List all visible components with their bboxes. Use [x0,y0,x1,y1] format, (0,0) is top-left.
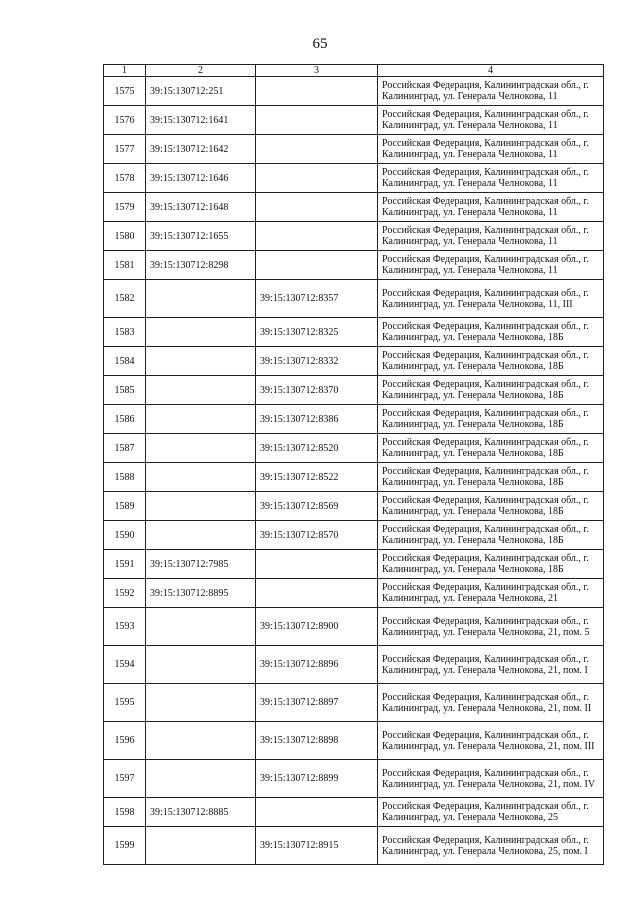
cadastral-number-cell [146,405,256,434]
address-cell: Российская Федерация, Калининградская обл., г. Калининград, ул. Генерала Челнокова, 18Б [378,347,604,376]
related-cadastral-number-cell [256,193,378,222]
column-header: 2 [146,65,256,77]
address-cell: Российская Федерация, Калининградская обл., г. Калининград, ул. Генерала Челнокова, 18Б [378,405,604,434]
column-header: 4 [378,65,604,77]
row-number-cell: 1590 [104,521,146,550]
row-number-cell: 1583 [104,318,146,347]
cadastral-number-cell [146,608,256,646]
cadastral-number-cell: 39:15:130712:7985 [146,550,256,579]
related-cadastral-number-cell: 39:15:130712:8899 [256,760,378,798]
related-cadastral-number-cell: 39:15:130712:8332 [256,347,378,376]
related-cadastral-number-cell [256,550,378,579]
related-cadastral-number-cell: 39:15:130712:8896 [256,646,378,684]
related-cadastral-number-cell [256,106,378,135]
row-number-cell: 1586 [104,405,146,434]
row-number-cell: 1579 [104,193,146,222]
related-cadastral-number-cell: 39:15:130712:8897 [256,684,378,722]
row-number-cell: 1585 [104,376,146,405]
row-number-cell: 1580 [104,222,146,251]
table-row [104,760,604,798]
cadastral-number-cell [146,760,256,798]
address-cell: Российская Федерация, Калининградская обл., г. Калининград, ул. Генерала Челнокова, 11, III [378,280,604,318]
row-number-cell: 1591 [104,550,146,579]
row-number-cell: 1578 [104,164,146,193]
row-number-cell: 1594 [104,646,146,684]
related-cadastral-number-cell: 39:15:130712:8522 [256,463,378,492]
row-number-cell: 1596 [104,722,146,760]
address-cell: Российская Федерация, Калининградская обл., г. Калининград, ул. Генерала Челнокова, 21 [378,579,604,608]
table-row [104,135,604,164]
table-row [104,827,604,865]
cadastral-number-cell [146,463,256,492]
cadastral-number-cell [146,280,256,318]
row-number-cell: 1598 [104,798,146,827]
related-cadastral-number-cell: 39:15:130712:8915 [256,827,378,865]
address-cell: Российская Федерация, Калининградская обл., г. Калининград, ул. Генерала Челнокова, 11 [378,251,604,280]
row-number-cell: 1589 [104,492,146,521]
table-row [104,77,604,106]
cadastral-number-cell: 39:15:130712:1646 [146,164,256,193]
table-header-row [104,65,604,77]
table-row [104,376,604,405]
cadastral-number-cell: 39:15:130712:8895 [146,579,256,608]
related-cadastral-number-cell [256,222,378,251]
cadastral-number-cell [146,347,256,376]
related-cadastral-number-cell [256,164,378,193]
related-cadastral-number-cell [256,798,378,827]
address-cell: Российская Федерация, Калининградская обл., г. Калининград, ул. Генерала Челнокова, 18Б [378,463,604,492]
cadastral-number-cell [146,434,256,463]
column-header: 3 [256,65,378,77]
cadastral-number-cell [146,722,256,760]
related-cadastral-number-cell: 39:15:130712:8570 [256,521,378,550]
row-number-cell: 1575 [104,77,146,106]
registry-table [103,64,604,865]
row-number-cell: 1593 [104,608,146,646]
related-cadastral-number-cell: 39:15:130712:8386 [256,405,378,434]
address-cell: Российская Федерация, Калининградская обл., г. Калининград, ул. Генерала Челнокова, 18Б [378,492,604,521]
column-header: 1 [104,65,146,77]
table-row [104,798,604,827]
address-cell: Российская Федерация, Калининградская обл., г. Калининград, ул. Генерала Челнокова, 25, пом. I [378,827,604,865]
cadastral-number-cell [146,318,256,347]
cadastral-number-cell: 39:15:130712:251 [146,77,256,106]
cadastral-number-cell: 39:15:130712:1648 [146,193,256,222]
row-number-cell: 1599 [104,827,146,865]
table-row [104,684,604,722]
cadastral-number-cell: 39:15:130712:1641 [146,106,256,135]
row-number-cell: 1582 [104,280,146,318]
table-row [104,222,604,251]
row-number-cell: 1587 [104,434,146,463]
row-number-cell: 1597 [104,760,146,798]
table-row [104,280,604,318]
address-cell: Российская Федерация, Калининградская обл., г. Калининград, ул. Генерала Челнокова, 18Б [378,550,604,579]
table-body [104,65,604,865]
cadastral-number-cell [146,521,256,550]
table-row [104,521,604,550]
table-row [104,646,604,684]
related-cadastral-number-cell: 39:15:130712:8900 [256,608,378,646]
related-cadastral-number-cell: 39:15:130712:8569 [256,492,378,521]
related-cadastral-number-cell: 39:15:130712:8370 [256,376,378,405]
cadastral-number-cell: 39:15:130712:8885 [146,798,256,827]
table-row [104,106,604,135]
table-row [104,579,604,608]
row-number-cell: 1576 [104,106,146,135]
table-row [104,608,604,646]
page-number: 65 [312,36,328,52]
cadastral-number-cell: 39:15:130712:1642 [146,135,256,164]
related-cadastral-number-cell [256,77,378,106]
related-cadastral-number-cell [256,579,378,608]
address-cell: Российская Федерация, Калининградская обл., г. Калининград, ул. Генерала Челнокова, 11 [378,164,604,193]
address-cell: Российская Федерация, Калининградская обл., г. Калининград, ул. Генерала Челнокова, 21, пом. III [378,722,604,760]
related-cadastral-number-cell: 39:15:130712:8520 [256,434,378,463]
address-cell: Российская Федерация, Калининградская обл., г. Калининград, ул. Генерала Челнокова, 11 [378,135,604,164]
cadastral-number-cell [146,376,256,405]
address-cell: Российская Федерация, Калининградская обл., г. Калининград, ул. Генерала Челнокова, 25 [378,798,604,827]
table-row [104,251,604,280]
address-cell: Российская Федерация, Калининградская обл., г. Калининград, ул. Генерала Челнокова, 18Б [378,376,604,405]
cadastral-number-cell [146,827,256,865]
table-row [104,492,604,521]
table-row [104,347,604,376]
related-cadastral-number-cell: 39:15:130712:8325 [256,318,378,347]
cadastral-number-cell: 39:15:130712:1655 [146,222,256,251]
related-cadastral-number-cell [256,135,378,164]
cadastral-number-cell [146,684,256,722]
address-cell: Российская Федерация, Калининградская обл., г. Калининград, ул. Генерала Челнокова, 21, пом. IV [378,760,604,798]
table-row [104,193,604,222]
address-cell: Российская Федерация, Калининградская обл., г. Калининград, ул. Генерала Челнокова, 18Б [378,318,604,347]
address-cell: Российская Федерация, Калининградская обл., г. Калининград, ул. Генерала Челнокова, 11 [378,193,604,222]
row-number-cell: 1577 [104,135,146,164]
row-number-cell: 1588 [104,463,146,492]
table-row [104,722,604,760]
row-number-cell: 1595 [104,684,146,722]
address-cell: Российская Федерация, Калининградская обл., г. Калининград, ул. Генерала Челнокова, 21, пом. I [378,646,604,684]
table-row [104,405,604,434]
cadastral-number-cell: 39:15:130712:8298 [146,251,256,280]
row-number-cell: 1584 [104,347,146,376]
address-cell: Российская Федерация, Калининградская обл., г. Калининград, ул. Генерала Челнокова, 11 [378,77,604,106]
address-cell: Российская Федерация, Калининградская обл., г. Калининград, ул. Генерала Челнокова, 11 [378,106,604,135]
table-row [104,318,604,347]
address-cell: Российская Федерация, Калининградская обл., г. Калининград, ул. Генерала Челнокова, 11 [378,222,604,251]
row-number-cell: 1592 [104,579,146,608]
related-cadastral-number-cell: 39:15:130712:8357 [256,280,378,318]
related-cadastral-number-cell [256,251,378,280]
address-cell: Российская Федерация, Калининградская обл., г. Калининград, ул. Генерала Челнокова, 21, пом. II [378,684,604,722]
table-row [104,463,604,492]
cadastral-number-cell [146,492,256,521]
address-cell: Российская Федерация, Калининградская обл., г. Калининград, ул. Генерала Челнокова, 21, пом. 5 [378,608,604,646]
cadastral-number-cell [146,646,256,684]
related-cadastral-number-cell: 39:15:130712:8898 [256,722,378,760]
row-number-cell: 1581 [104,251,146,280]
table-row [104,164,604,193]
table-row [104,550,604,579]
address-cell: Российская Федерация, Калининградская обл., г. Калининград, ул. Генерала Челнокова, 18Б [378,434,604,463]
address-cell: Российская Федерация, Калининградская обл., г. Калининград, ул. Генерала Челнокова, 18Б [378,521,604,550]
table-row [104,434,604,463]
